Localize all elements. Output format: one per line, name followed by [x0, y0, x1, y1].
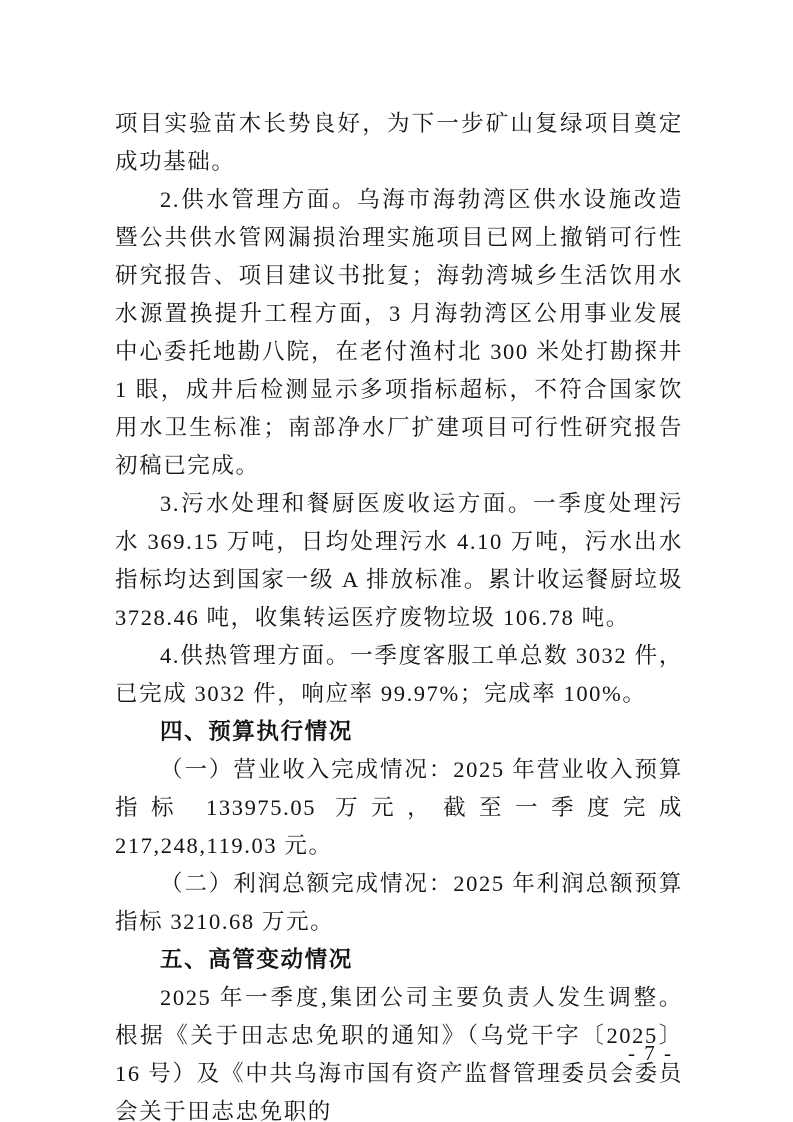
- paragraph: （一）营业收入完成情况：2025 年营业收入预算指标 133975.05 万元，截至一季度完成 217,248,119.03 元。: [115, 757, 683, 858]
- paragraph: 3.污水处理和餐厨医废收运方面。一季度处理污水 369.15 万吨，日均处理污水 4.10 万吨，污水出水指标均达到国家一级 A 排放标准。累计收运餐厨垃圾 3728.46 吨，收集转运医疗废物垃圾 106.78 吨。: [115, 491, 683, 630]
- paragraph: 2025 年一季度,集团公司主要负责人发生调整。根据《关于田志忠免职的通知》（乌党干字〔2025〕16 号）及《中共乌海市国有资产监督管理委员会委员会关于田志忠免职的: [115, 985, 683, 1122]
- paragraph: 项目实验苗木长势良好，为下一步矿山复绿项目奠定成功基础。: [115, 111, 683, 174]
- section-heading: 五、高管变动情况: [160, 947, 353, 972]
- paragraph: （二）利润总额完成情况：2025 年利润总额预算指标 3210.68 万元。: [115, 871, 683, 934]
- document-content: [115, 105, 683, 1122]
- page-number: - 7 -: [628, 1041, 673, 1065]
- paragraph: 2.供水管理方面。乌海市海勃湾区供水设施改造暨公共供水管网漏损治理实施项目已网上撤销可行性研究报告、项目建议书批复；海勃湾城乡生活饮用水水源置换提升工程方面，3 月海勃湾区公用事业发展中心委托地勘八院，在老付渔村北 300 米处打勘探井 1 眼，成井后检测显示多项指标超标，不符合国家饮用水卫生标准；南部净水厂扩建项目可行性研究报告初稿已完成。: [115, 187, 683, 478]
- section-heading: 四、预算执行情况: [160, 719, 353, 744]
- paragraph: 4.供热管理方面。一季度客服工单总数 3032 件，已完成 3032 件，响应率 99.97%；完成率 100%。: [115, 643, 683, 706]
